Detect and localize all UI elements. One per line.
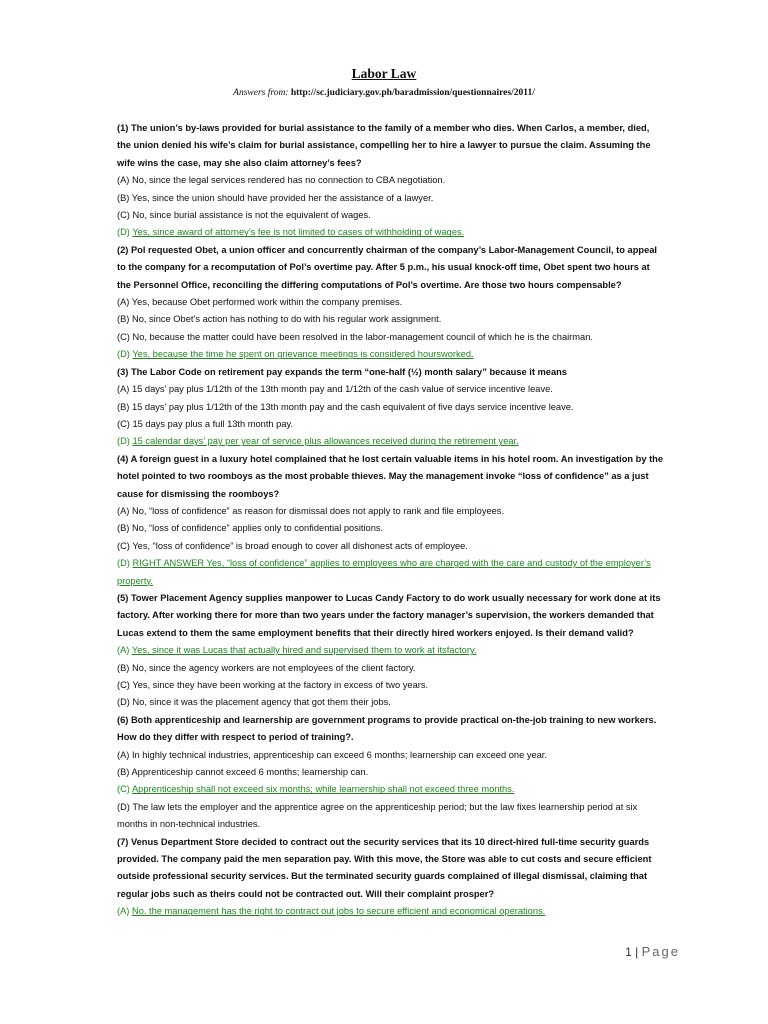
- source-label: Answers from:: [233, 88, 289, 98]
- question-text: (3) The Labor Code on retirement pay expands the term “one-half (½) month salary” because it means: [117, 366, 567, 377]
- option-prefix: (D): [117, 349, 133, 360]
- answer-option-correct: [117, 642, 665, 659]
- option-prefix: (C): [117, 784, 132, 795]
- question-block: [117, 712, 665, 834]
- page-separator: |: [631, 945, 642, 959]
- question-block: [117, 364, 665, 451]
- answer-option-correct: [117, 781, 665, 798]
- answer-option: [117, 660, 665, 677]
- answer-option: [117, 381, 665, 398]
- option-text: 15 calendar days’ pay per year of service plus allowances received during the retirement year.: [132, 436, 519, 447]
- question-block: [117, 834, 665, 921]
- answer-option: [117, 503, 665, 520]
- option-text: (B) 15 days’ pay plus 1/12th of the 13th month pay and the cash equivalent of five days service incentive leave.: [117, 401, 574, 412]
- answer-option: [117, 329, 665, 346]
- answer-option: [117, 294, 665, 311]
- question-block: [117, 120, 665, 242]
- question-block: [117, 590, 665, 712]
- answer-option-correct: [117, 903, 665, 920]
- page-footer: [600, 944, 680, 959]
- option-text: (C) 15 days pay plus a full 13th month pay.: [117, 418, 294, 429]
- option-text: (A) In highly technical industries, apprenticeship can exceed 6 months; learnership can exceed one year.: [117, 749, 547, 760]
- source-url[interactable]: http://sc.judiciary.gov.ph/baradmission/questionnaires/2011/: [290, 88, 535, 98]
- question-text: (5) Tower Placement Agency supplies manpower to Lucas Candy Factory to do work usually necessary for work done at its factory. After working there for more than two years under the factory manager’s supervision, the workers demanded that Lucas extend to them the same employment benefits that their directly hired workers enjoyed. Is their demand valid?: [117, 592, 661, 638]
- option-text: Apprenticeship shall not exceed six months; while learnership shall not exceed three months.: [131, 784, 515, 795]
- option-text: (A) No, since the legal services rendered has no connection to CBA negotiation.: [117, 175, 446, 186]
- option-text: (B) Apprenticeship cannot exceed 6 months; learnership can.: [117, 767, 369, 778]
- option-prefix: (D): [117, 436, 133, 447]
- answer-option-correct: [117, 224, 665, 241]
- answer-option: [117, 694, 665, 711]
- question-text: (4) A foreign guest in a luxury hotel complained that he lost certain valuable items in his hotel room. An investigation by the hotel pointed to two roomboys as the most probable thieves. May the management invoke “loss of confidence” as a just cause for dismissing the roomboys?: [117, 453, 664, 499]
- option-text: RIGHT ANSWER Yes, “loss of confidence” applies to employees who are charged with the care and custody of the employer’s property.: [117, 558, 651, 586]
- option-text: No. the management has the right to contract out jobs to secure efficient and economical operations.: [131, 906, 546, 917]
- question-text: (1) The union’s by-laws provided for burial assistance to the family of a member who dies. When Carlos, a member, died, the union denied his wife’s claim for burial assistance, compelling her to hire a lawyer to pursue the claim. Assuming the wife wins the case, may she also claim attorney’s fees?: [117, 123, 651, 168]
- option-text: (D) The law lets the employer and the apprentice agree on the apprenticeship period; but the law fixes learnership period at six months in non-technical industries.: [117, 801, 638, 830]
- question-block: [117, 242, 665, 364]
- answer-option: [117, 207, 665, 224]
- answer-option: [117, 520, 665, 537]
- answer-option: [117, 799, 665, 834]
- option-text: (B) Yes, since the union should have provided her the assistance of a lawyer.: [117, 192, 434, 203]
- option-text: Yes, because the time he spent on grievance meetings is considered hoursworked.: [132, 349, 474, 360]
- answer-option: [117, 399, 665, 416]
- question-list: [117, 120, 665, 921]
- option-text: (C) Yes, “loss of confidence” is broad enough to cover all dishonest acts of employee.: [117, 540, 468, 551]
- option-text: (B) No, since Obet’s action has nothing to do with his regular work assignment.: [117, 314, 442, 325]
- option-text: (B) No, since the agency workers are not employees of the client factory.: [117, 662, 416, 673]
- question-text: (6) Both apprenticeship and learnership are government programs to provide practical on-the-job training to new workers. How do they differ with respect to period of training?.: [117, 714, 657, 743]
- question-text: (2) Pol requested Obet, a union officer and concurrently chairman of the company’s Labor-Management Council, to appeal to the company for a recomputation of Pol’s overtime pay. After 5 p.m., his usual knock-off time, Obet spent two hours at the Personnel Office, reconciling the differing computations of Pol’s overtime. Are those two hours compensable?: [117, 244, 657, 290]
- source-line: [0, 88, 768, 98]
- option-text: Yes, since it was Lucas that actually hired and supervised them to work at itsfactory.: [131, 645, 477, 656]
- option-text: (A) Yes, because Obet performed work within the company premises.: [117, 297, 403, 308]
- answer-option: [117, 747, 665, 764]
- option-text: Yes, since award of attorney’s fee is not limited to cases of withholding of wages.: [132, 227, 465, 238]
- option-prefix: (D): [117, 227, 133, 238]
- option-text: (B) No, “loss of confidence” applies only to confidential positions.: [117, 523, 384, 534]
- answer-option-correct: [117, 555, 665, 590]
- option-text: (A) 15 days’ pay plus 1/12th of the 13th month pay and 1/12th of the cash value of service incentive leave.: [117, 384, 553, 395]
- answer-option-correct: [117, 346, 665, 363]
- option-text: (A) No, “loss of confidence” as reason for dismissal does not apply to rank and file employees.: [117, 505, 505, 516]
- option-prefix: (D): [117, 558, 133, 569]
- answer-option: [117, 677, 665, 694]
- question-text: (7) Venus Department Store decided to contract out the security services that its 10 direct-hired full-time security guards provided. The company paid the men separation pay. With this move, the Store was able to cut costs and secure efficient outside professional security services. But the terminated security guards complained of illegal dismissal, claiming that regular jobs such as theirs could not be contracted out. Will their complaint prosper?: [117, 836, 652, 899]
- document-title: Labor Law: [351, 66, 417, 81]
- answer-option-correct: [117, 433, 665, 450]
- option-prefix: (A): [117, 645, 132, 656]
- option-prefix: (A): [117, 906, 132, 917]
- page-number: 1: [625, 945, 632, 959]
- answer-option: [117, 764, 665, 781]
- answer-option: [117, 172, 665, 189]
- answer-option: [117, 416, 665, 433]
- option-text: (C) No, because the matter could have been resolved in the labor-management council of which he is the chairman.: [117, 331, 593, 342]
- page-label: Page: [641, 944, 680, 959]
- answer-option: [117, 538, 665, 555]
- question-block: [117, 451, 665, 590]
- answer-option: [117, 190, 665, 207]
- option-text: (D) No, since it was the placement agency that got them their jobs.: [117, 697, 391, 708]
- option-text: (C) No, since burial assistance is not the equivalent of wages.: [117, 210, 371, 221]
- option-text: (C) Yes, since they have been working at the factory in excess of two years.: [117, 680, 429, 690]
- answer-option: [117, 311, 665, 328]
